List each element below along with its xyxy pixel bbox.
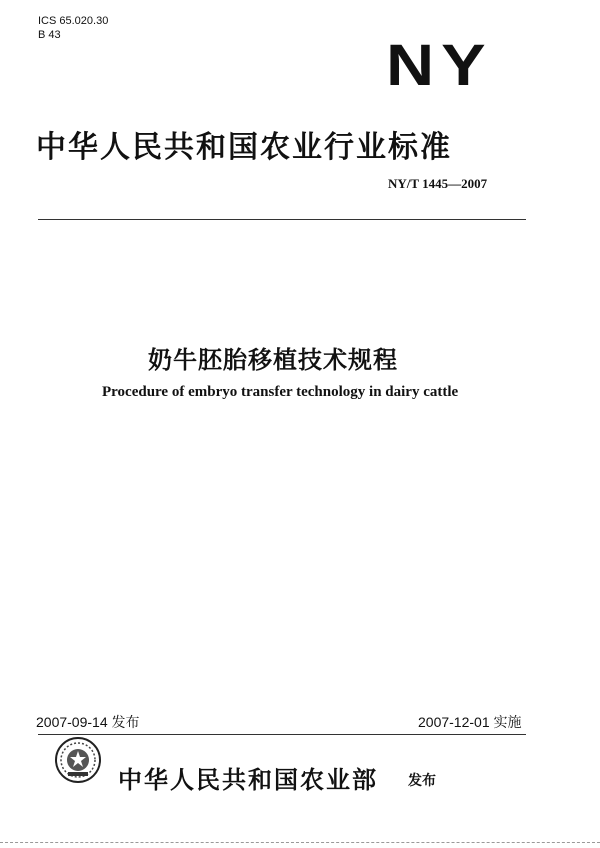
implementation-date: 2007-12-01 实施 [418,714,522,730]
standard-title: 中华人民共和国农业行业标准 [36,130,452,165]
issuing-ministry: 中华人民共和国农业部 [118,766,378,794]
scan-edge-line [0,842,600,843]
class-code: B 43 [38,29,61,41]
ics-code: ICS 65.020.30 [38,15,109,27]
top-divider [38,219,526,220]
national-emblem-icon [54,736,102,784]
document-title-chinese: 奶牛胚胎移植技术规程 [148,346,398,374]
standard-number: NY/T 1445—2007 [388,176,488,191]
bottom-divider [38,734,526,735]
classification-codes [38,14,108,42]
ny-logo: NY [386,33,493,98]
issue-date: 2007-09-14 发布 [36,714,140,730]
document-title-english: Procedure of embryo transfer technology in dairy cattle [102,384,459,400]
publish-label: 发布 [408,773,436,789]
